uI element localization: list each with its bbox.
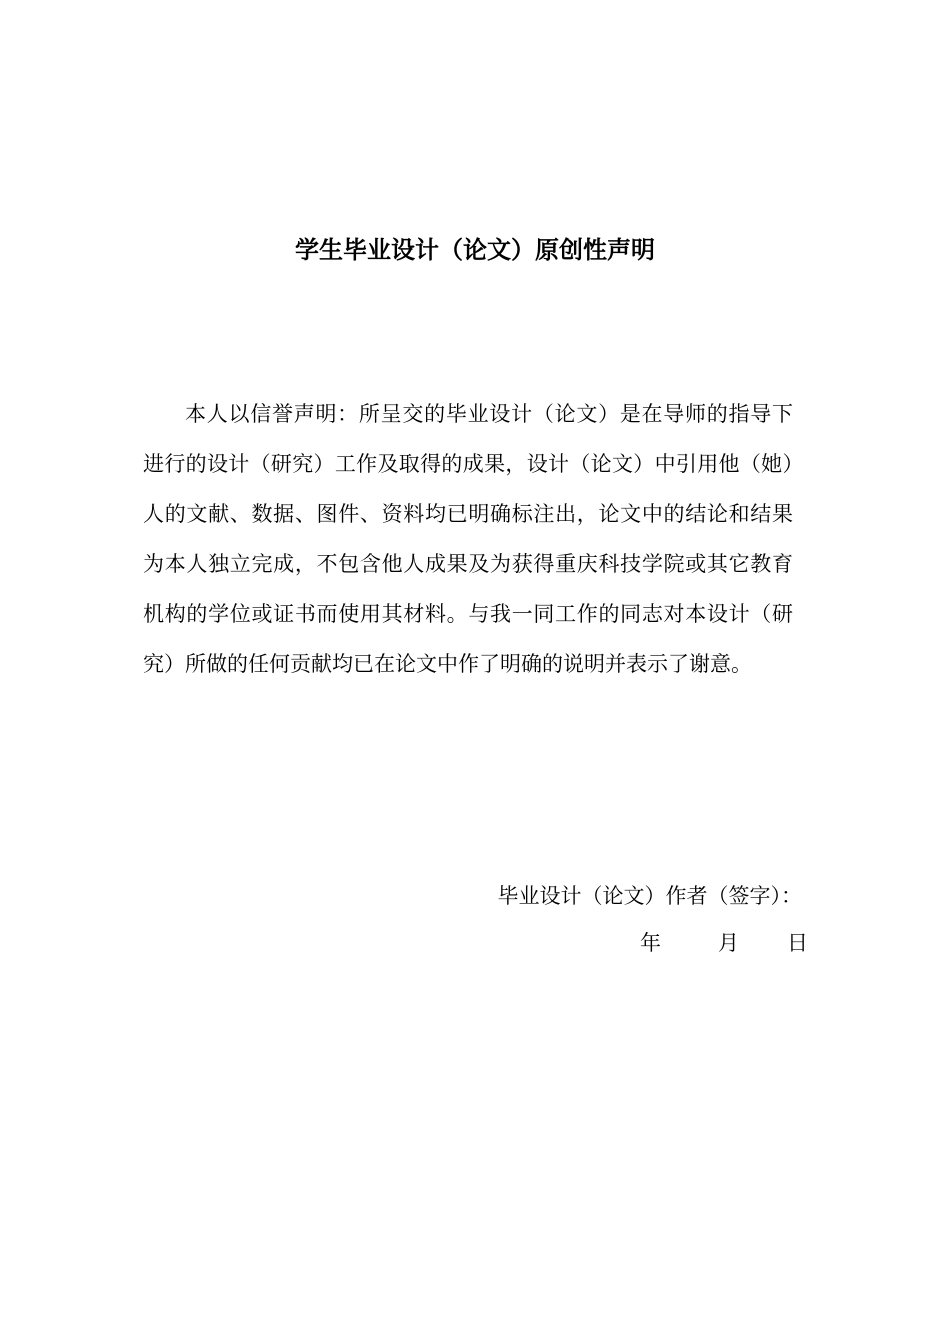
date-month-label: 月 <box>718 931 739 955</box>
date-day-label: 日 <box>787 931 808 955</box>
date-year-label: 年 <box>640 931 661 955</box>
declaration-paragraph: 本人以信誉声明：所呈交的毕业设计（论文）是在导师的指导下进行的设计（研究）工作及取得的成果，设计（论文）中引用他（她）人的文献、数据、图件、资料均已明确标注出，论文中的结论和结果为本人独立完成，不包含他人成果及为获得重庆科技学院或其它教育机构的学位或证书而使用其材料。与我一同工作的同志对本设计（研究）所做的任何贡献均已在论文中作了明确的说明并表示了谢意。 <box>143 402 793 676</box>
signature-label: 毕业设计（论文）作者（签字）： <box>497 884 802 908</box>
date-line <box>620 926 810 960</box>
page-title: 学生毕业设计（论文）原创性声明 <box>295 236 655 264</box>
